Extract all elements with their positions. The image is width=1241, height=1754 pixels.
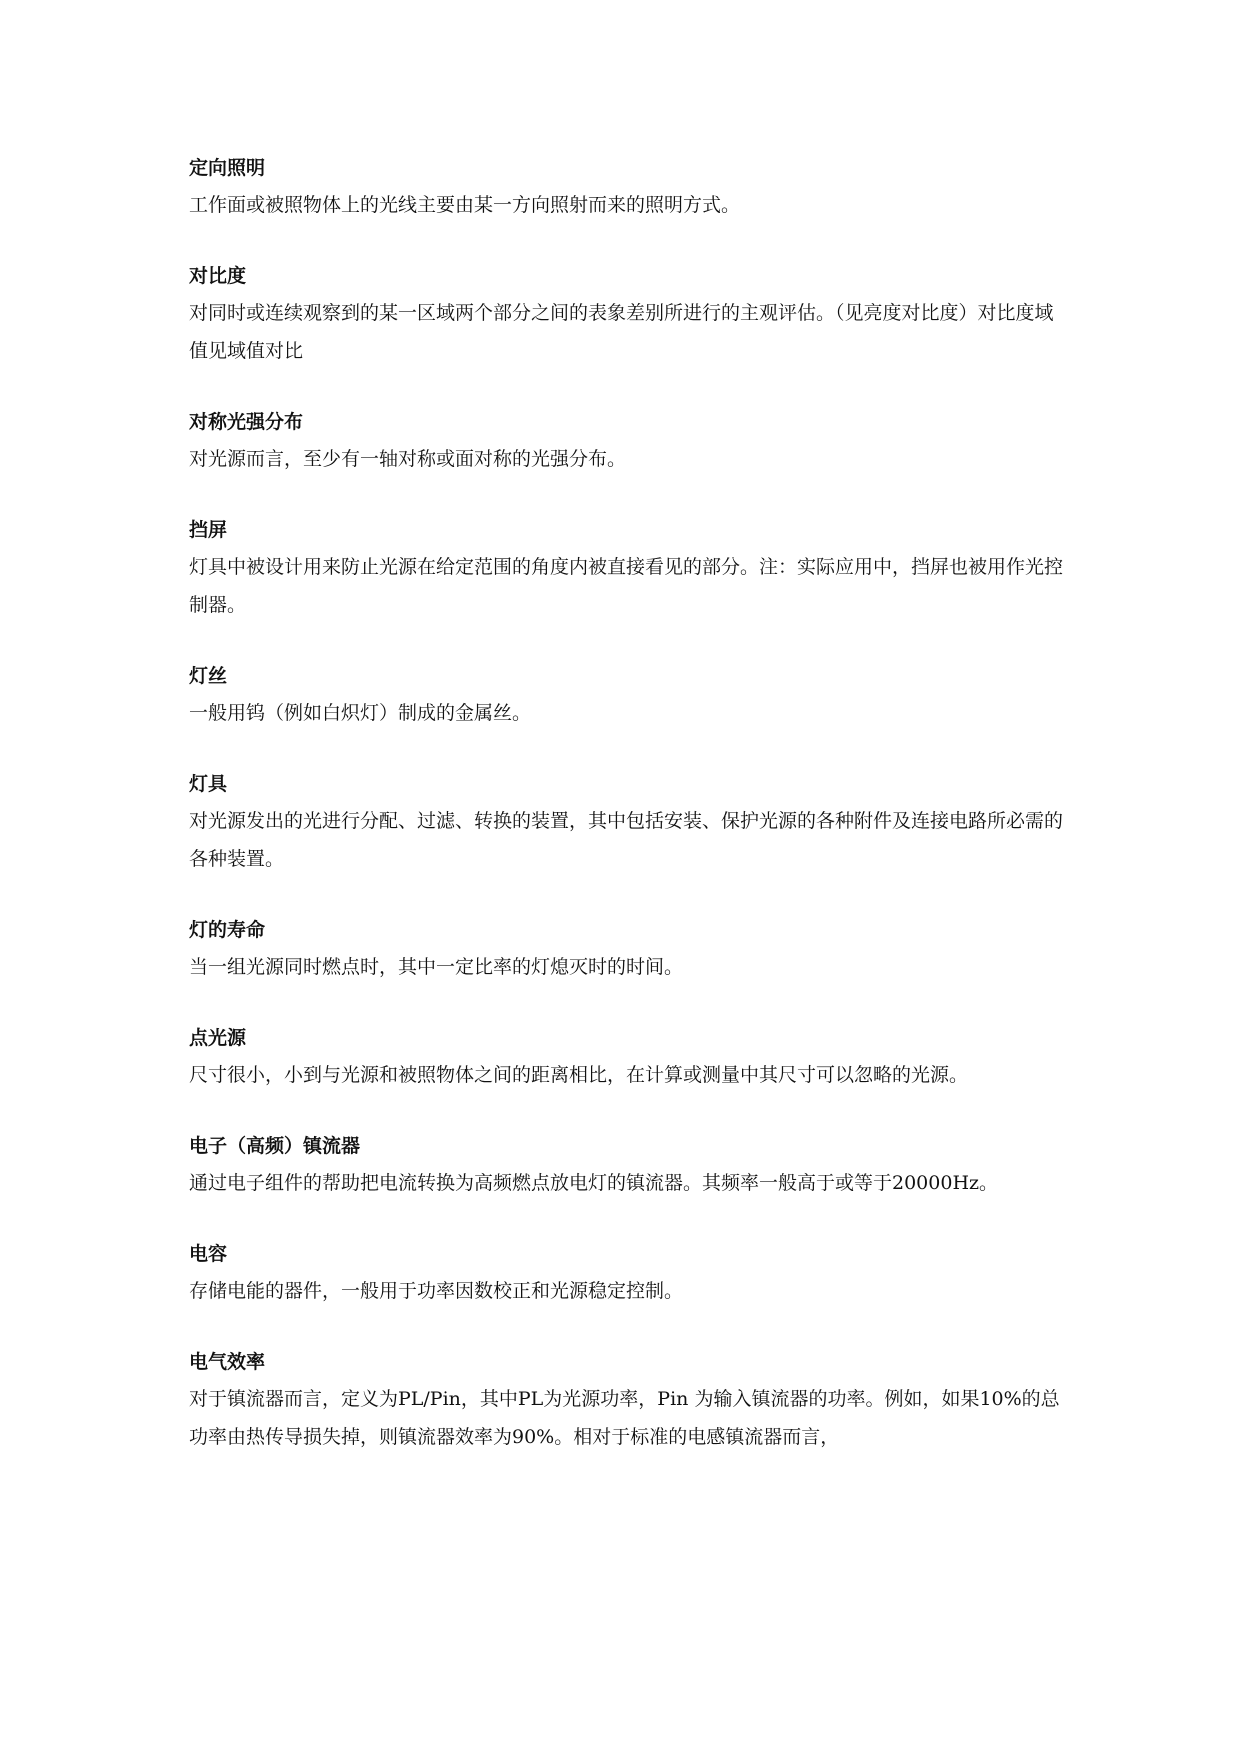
term-definition: 对光源而言，至少有一轴对称或面对称的光强分布。 [189,448,627,470]
term-definition: 存储电能的器件，一般用于功率因数校正和光源稳定控制。 [189,1280,684,1302]
term-definition: 工作面或被照物体上的光线主要由某一方向照射而来的照明方式。 [189,194,741,216]
term-heading: 点光源 [189,1027,247,1049]
term-heading: 灯具 [189,773,228,795]
term-definition: 对同时或连续观察到的某一区域两个部分之间的表象差别所进行的主观评估。（见亮度对比度）对比度域值见域值对比 [189,302,1054,362]
glossary-entry [189,1236,1069,1310]
term-definition: 对于镇流器而言，定义为PL/Pin，其中PL为光源功率，Pin 为输入镇流器的功率。例如，如果10%的总功率由热传导损失掉，则镇流器效率为90%。相对于标准的电感镇流器而言， [189,1388,1060,1448]
term-heading: 挡屏 [189,519,228,541]
term-definition: 当一组光源同时燃点时，其中一定比率的灯熄灭时的时间。 [189,956,684,978]
glossary-entry [189,766,1069,878]
term-heading: 对称光强分布 [189,411,304,433]
term-heading: 灯的寿命 [189,919,266,941]
term-heading: 对比度 [189,265,247,287]
term-definition: 一般用钨（例如白炽灯）制成的金属丝。 [189,702,532,724]
glossary-entry [189,512,1069,624]
glossary-entry [189,404,1069,478]
glossary-entry [189,658,1069,732]
glossary-entry [189,150,1069,224]
term-definition: 通过电子组件的帮助把电流转换为高频燃点放电灯的镇流器。其频率一般高于或等于20000Hz。 [189,1172,999,1194]
glossary-entry [189,1344,1069,1456]
term-heading: 灯丝 [189,665,228,687]
term-heading: 电气效率 [189,1351,266,1373]
glossary-entry [189,1020,1069,1094]
glossary-entry [189,1128,1069,1202]
glossary-page [189,150,1069,1490]
glossary-entry [189,258,1069,370]
term-definition: 灯具中被设计用来防止光源在给定范围的角度内被直接看见的部分。注：实际应用中，挡屏也被用作光控制器。 [189,556,1064,616]
term-definition: 对光源发出的光进行分配、过滤、转换的装置，其中包括安装、保护光源的各种附件及连接电路所必需的各种装置。 [189,810,1064,870]
term-heading: 电容 [189,1243,228,1265]
term-heading: 电子（高频）镇流器 [189,1135,361,1157]
term-definition: 尺寸很小，小到与光源和被照物体之间的距离相比，在计算或测量中其尺寸可以忽略的光源。 [189,1064,969,1086]
glossary-entry [189,912,1069,986]
term-heading: 定向照明 [189,157,266,179]
